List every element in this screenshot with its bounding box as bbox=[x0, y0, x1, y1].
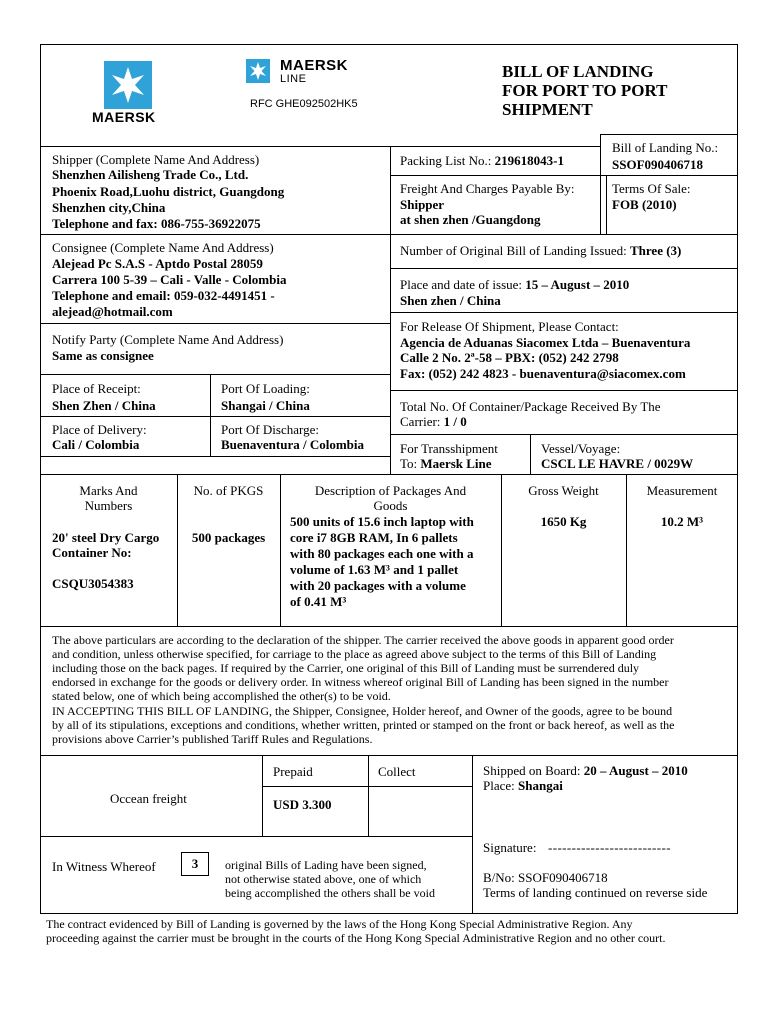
terms-of-sale-label: Terms Of Sale: bbox=[612, 181, 691, 196]
terms-line-8: provisions above Carrier’s published Tariff Rules and Regulations. bbox=[52, 732, 373, 746]
pkgs-header: No. of PKGS bbox=[193, 483, 264, 498]
terms-line-7: by all of its stipulations, exceptions and conditions, whether written, printed or stamped on the front or back hereof, as well as the bbox=[52, 718, 675, 732]
measurement-value: 10.2 M³ bbox=[660, 514, 704, 529]
description-header-2: Goods bbox=[373, 498, 408, 513]
shipper-line-3: Shenzhen city,China bbox=[52, 200, 166, 215]
shipped-place-label: Place: bbox=[483, 778, 519, 793]
shipped-place-value: Shangai bbox=[518, 778, 563, 793]
pkgs-value: 500 packages bbox=[191, 530, 266, 545]
signature-line: -------------------------- bbox=[548, 840, 671, 855]
document-title-line-1: BILL OF LANDING bbox=[502, 62, 654, 81]
marks-line-1: 20' steel Dry Cargo bbox=[52, 530, 160, 545]
shipper-label: Shipper (Complete Name And Address) bbox=[52, 152, 260, 167]
consignee-line-1: Alejead Pc S.A.S - Aptdo Postal 28059 bbox=[52, 256, 263, 271]
prepaid-label: Prepaid bbox=[273, 764, 313, 779]
original-bl-count bbox=[400, 243, 681, 258]
maersk-logo-word: MAERSK bbox=[92, 109, 156, 125]
signature-label: Signature: bbox=[483, 840, 537, 855]
bol-number-bottom: B/No: SSOF090406718 bbox=[483, 870, 608, 885]
description-line-2: core i7 8GB RAM, In 6 pallets bbox=[290, 530, 458, 545]
terms-line-5: stated below, one of which being accomplished the other(s) to be void. bbox=[52, 689, 391, 703]
ocean-freight-label: Occean freight bbox=[110, 791, 187, 806]
description-line-1: 500 units of 15.6 inch laptop with bbox=[290, 514, 474, 529]
shipped-on-board-date: 20 – August – 2010 bbox=[583, 763, 688, 778]
consignee-label: Consignee (Complete Name And Address) bbox=[52, 240, 274, 255]
transshipment-label: For Transshipment bbox=[400, 441, 498, 456]
transshipment-to-value: Maersk Line bbox=[420, 456, 492, 471]
release-line-3: Fax: (052) 242 4823 - buenaventura@siacomex.com bbox=[400, 366, 686, 381]
packing-list bbox=[400, 153, 564, 168]
witness-label: In Witness Whereof bbox=[52, 859, 156, 874]
shipped-on-board-label: Shipped on Board: bbox=[483, 763, 584, 778]
terms-line-3: including those on the back pages. If required by the Carrier, one original of this Bill of Landing must be surrendered duly bbox=[52, 661, 640, 675]
container-count-value: 1 / 0 bbox=[443, 414, 467, 429]
footer-line-2: proceeding against the carrier must be brought in the courts of the Hong Kong Special Administrative Region and no other court. bbox=[46, 931, 666, 945]
container-number: CSQU3054383 bbox=[52, 576, 134, 591]
shipped-place bbox=[483, 778, 563, 793]
witness-line-1: original Bills of Lading have been signed, bbox=[225, 858, 427, 872]
maersk-line-word: MAERSK bbox=[280, 57, 349, 74]
shipped-on-board bbox=[483, 763, 688, 778]
transshipment-to-label: To: bbox=[400, 456, 421, 471]
terms-of-sale-value: FOB (2010) bbox=[612, 197, 677, 212]
description-line-4: volume of 1.63 M³ and 1 pallet bbox=[290, 562, 459, 577]
star-icon bbox=[104, 61, 152, 109]
terms-line-2: and condition, unless otherwise specified, for carriage to the place as agreed above subject to the terms of this Bill of Landing bbox=[52, 647, 657, 661]
bol-number-label: Bill of Landing No.: bbox=[612, 140, 719, 155]
release-line-2: Calle 2 No. 2ª-58 – PBX: (052) 242 2798 bbox=[400, 350, 619, 365]
container-count-label-1: Total No. Of Container/Package Received By The bbox=[400, 399, 661, 414]
place-date-issue bbox=[400, 277, 629, 292]
shipper-line-2: Phoenix Road,Luohu district, Guangdong bbox=[52, 184, 285, 199]
weight-header: Gross Weight bbox=[528, 483, 599, 498]
place-issue-city: Shen zhen / China bbox=[400, 293, 501, 308]
notify-value: Same as consignee bbox=[52, 348, 154, 363]
footer-line-1: The contract evidenced by Bill of Landing is governed by the laws of the Hong Kong Special Administrative Region. Any bbox=[46, 917, 633, 931]
freight-payable-by: Shipper bbox=[400, 197, 445, 212]
vessel-label: Vessel/Voyage: bbox=[541, 441, 621, 456]
marks-header-2: Numbers bbox=[84, 498, 133, 513]
weight-value: 1650 Kg bbox=[540, 514, 587, 529]
maersk-line-logo bbox=[246, 59, 270, 83]
prepaid-value: USD 3.300 bbox=[273, 797, 332, 812]
place-delivery-label: Place of Delivery: bbox=[52, 422, 147, 437]
vessel-value: CSCL LE HAVRE / 0029W bbox=[541, 456, 694, 471]
port-loading-value: Shangai / China bbox=[221, 398, 310, 413]
port-discharge-label: Port Of Discharge: bbox=[221, 422, 319, 437]
witness-line-3: being accomplished the others shall be void bbox=[225, 886, 435, 900]
maersk-logo bbox=[104, 61, 152, 109]
shipper-line-1: Shenzhen Ailisheng Trade Co., Ltd. bbox=[52, 167, 249, 182]
description-line-5: with 20 packages with a volume bbox=[290, 578, 466, 593]
measurement-header: Measurement bbox=[646, 483, 718, 498]
release-label: For Release Of Shipment, Please Contact: bbox=[400, 319, 619, 334]
freight-payable-at: at shen zhen /Guangdong bbox=[400, 212, 541, 227]
description-line-6: of 0.41 M³ bbox=[290, 594, 347, 609]
terms-line-1: The above particulars are according to the declaration of the shipper. The carrier received the above goods in apparent good order bbox=[52, 633, 674, 647]
description-header-1: Description of Packages And bbox=[314, 483, 467, 498]
port-loading-label: Port Of Loading: bbox=[221, 381, 310, 396]
release-line-1: Agencia de Aduanas Siacomex Ltda – Buenaventura bbox=[400, 335, 691, 350]
bol-number-value: SSOF090406718 bbox=[612, 157, 704, 172]
original-bl-label: Number of Original Bill of Landing Issued: bbox=[400, 243, 630, 258]
place-issue-date: 15 – August – 2010 bbox=[525, 277, 630, 292]
collect-label: Collect bbox=[378, 764, 416, 779]
place-receipt-label: Place of Receipt: bbox=[52, 381, 141, 396]
notify-label: Notify Party (Complete Name And Address) bbox=[52, 332, 284, 347]
container-count bbox=[400, 414, 467, 429]
rfc-number: RFC GHE092502HK5 bbox=[250, 98, 358, 110]
original-bl-value: Three (3) bbox=[630, 243, 682, 258]
port-discharge-value: Buenaventura / Colombia bbox=[221, 437, 365, 452]
star-icon bbox=[246, 59, 270, 83]
marks-header-1: Marks And bbox=[79, 483, 138, 498]
container-count-label-2: Carrier: bbox=[400, 414, 444, 429]
maersk-line-subword: LINE bbox=[280, 73, 307, 85]
terms-line-6: IN ACCEPTING THIS BILL OF LANDING, the Shipper, Consignee, Holder hereof, and Owner of the goods, agree to be bound bbox=[52, 704, 673, 718]
reverse-side-note: Terms of landing continued on reverse side bbox=[483, 885, 708, 900]
consignee-line-4: alejead@hotmail.com bbox=[52, 304, 173, 319]
witness-count: 3 bbox=[191, 856, 199, 871]
consignee-line-2: Carrera 100 5-39 – Cali - Valle - Colombia bbox=[52, 272, 287, 287]
transshipment-to bbox=[400, 456, 492, 471]
document-title-line-2: FOR PORT TO PORT bbox=[502, 81, 668, 100]
witness-line-2: not otherwise stated above, one of which bbox=[225, 872, 422, 886]
place-issue-label: Place and date of issue: bbox=[400, 277, 526, 292]
freight-payable-label: Freight And Charges Payable By: bbox=[400, 181, 575, 196]
consignee-line-3: Telephone and email: 059-032-4491451 - bbox=[52, 288, 275, 303]
place-delivery-value: Cali / Colombia bbox=[52, 437, 140, 452]
document-title-line-3: SHIPMENT bbox=[502, 100, 593, 119]
packing-list-value: 219618043-1 bbox=[494, 153, 564, 168]
marks-line-2: Container No: bbox=[52, 545, 132, 560]
place-receipt-value: Shen Zhen / China bbox=[52, 398, 156, 413]
packing-list-label: Packing List No.: bbox=[400, 153, 495, 168]
shipper-line-4: Telephone and fax: 086-755-36922075 bbox=[52, 216, 261, 231]
description-line-3: with 80 packages each one with a bbox=[290, 546, 474, 561]
terms-line-4: endorsed in exchange for the goods or delivery order. In witness whereof original Bill of Landing has been signed in the number bbox=[52, 675, 669, 689]
